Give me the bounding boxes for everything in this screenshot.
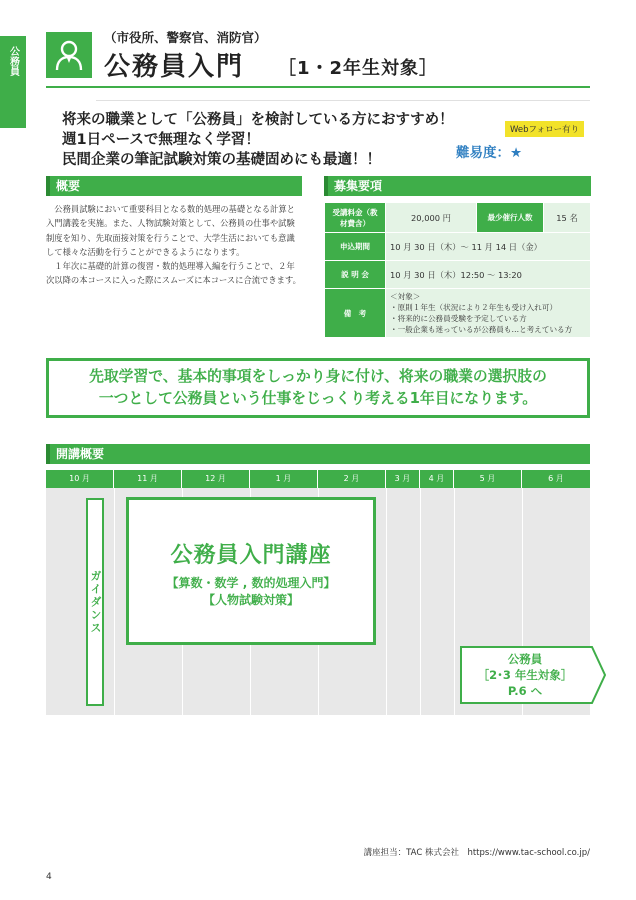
highlight-message: 先取学習で、基本的事項をしっかり身に付け、将来の職業の選択肢の 一つとして公務員という仕事をじっくり考える1年目になります。 xyxy=(46,358,590,418)
next-course-line: 公務員 xyxy=(507,652,543,666)
session-value: 10 月 30 日（木）12:50 ～ 13:20 xyxy=(386,261,591,289)
fee-value: 20,000 円 xyxy=(386,203,477,233)
course-subject: 【人物試験対策】 xyxy=(202,593,299,607)
target-audience: ［1・2年生対象］ xyxy=(278,58,439,79)
min-count-value: 15 名 xyxy=(544,203,591,233)
recruitment-table xyxy=(324,202,591,338)
next-course-arrow xyxy=(460,646,606,704)
web-follow-badge: Webフォロー有り xyxy=(505,121,584,137)
side-category-tab: 公務員 xyxy=(0,36,26,128)
notes-label: 備 考 xyxy=(325,289,386,338)
schedule-heading: 開講概要 xyxy=(46,444,590,464)
page-subtitle: （市役所、警察官、消防官） xyxy=(104,30,267,45)
footer-credit: 講座担当：TAC 株式会社 https://www.tac-school.co.jp/ xyxy=(363,848,590,858)
user-icon xyxy=(46,32,92,78)
grid-line xyxy=(454,488,455,715)
course-name: 公務員入門講座 xyxy=(170,543,332,568)
fee-label: 受講料金（教材費含） xyxy=(325,203,386,233)
min-count-label: 最少催行人数 xyxy=(477,203,544,233)
grid-line xyxy=(386,488,387,715)
month-label: 1 月 xyxy=(250,470,318,488)
difficulty-rating: 難易度：★ xyxy=(456,145,523,161)
recruitment-heading: 募集要項 xyxy=(324,176,591,196)
month-label: 5 月 xyxy=(454,470,522,488)
month-header xyxy=(46,470,590,488)
period-value: 10 月 30 日（木）～ 11 月 14 日（金） xyxy=(386,233,591,261)
overview-text: 公務員試験において重要科目となる数的処理の基礎となる計算と入門講義を実施。また、人物試験対策として、公務員の仕事や試験制度を知り、先取面接対策を行うことで、大学生活においても意識して様々な活動を行うことができるようになります。 １年次に基礎的計算の復習・数的処理導入編を行うことで、２年次以降の本コースに入った際にスムーズに本コースに合流できます。 xyxy=(46,204,301,286)
course-block xyxy=(126,497,376,645)
grid-line xyxy=(420,488,421,715)
session-label: 説 明 会 xyxy=(325,261,386,289)
month-label: 10 月 xyxy=(46,470,114,488)
month-label: 12 月 xyxy=(182,470,250,488)
divider xyxy=(96,100,590,101)
next-course-line: P.6 へ xyxy=(507,684,543,698)
next-course-line: ［2･3 年生対象］ xyxy=(477,668,573,682)
month-label: 11 月 xyxy=(114,470,182,488)
period-label: 申込期間 xyxy=(325,233,386,261)
course-subject: 【算数・数学 , 数的処理入門】 xyxy=(166,576,336,590)
schedule-timeline xyxy=(46,470,590,715)
page-title: 公務員入門 xyxy=(104,52,245,82)
notes-value: ＜対象＞ ・原則１年生（状況により２年生も受け入れ可） ・将来的に公務員受験を予定している方 ・一般企業も迷っているが公務員も…と考えている方 xyxy=(386,289,591,338)
month-label: 6 月 xyxy=(548,474,564,483)
page-number: 4 xyxy=(46,872,52,882)
intro-text: 将来の職業として「公務員」を検討している方におすすめ！ 週1日ペースで無理なく学習！ 民間企業の筆記試験対策の基礎固めにも最適！！ xyxy=(62,112,454,168)
overview-heading: 概要 xyxy=(46,176,302,196)
month-label: 3 月 xyxy=(386,470,420,488)
month-label: 2 月 xyxy=(318,470,386,488)
grid-line xyxy=(114,488,115,715)
title-divider xyxy=(46,86,590,88)
guidance-bar: ガイダンス xyxy=(86,498,104,706)
month-label: 4 月 xyxy=(420,470,454,488)
